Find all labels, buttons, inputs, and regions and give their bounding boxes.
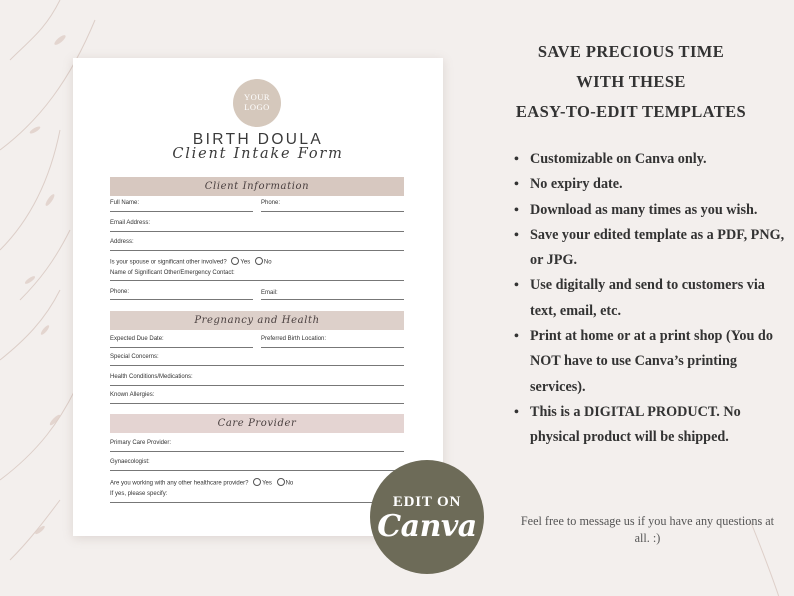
feature-item — [514, 172, 789, 197]
logo-placeholder — [233, 79, 281, 127]
special-concerns-label: Special Concerns: — [110, 354, 159, 360]
due-date-line[interactable] — [110, 347, 253, 348]
spouse-no-label: No — [263, 259, 272, 266]
logo-text-line2: LOGO — [244, 102, 270, 112]
other-provider-yes-radio[interactable] — [253, 478, 261, 486]
feature-item — [514, 400, 789, 451]
contact-phone-line[interactable] — [110, 299, 253, 300]
full-name-line[interactable] — [110, 211, 253, 212]
spouse-question-label: Is your spouse or significant other involved? — [110, 259, 227, 266]
allergies-line[interactable] — [110, 403, 404, 404]
primary-care-line[interactable] — [110, 451, 404, 452]
feature-text: Use digitally and send to customers via text, email, etc. — [530, 277, 765, 319]
significant-other-line[interactable] — [110, 280, 404, 281]
phone-line[interactable] — [261, 211, 404, 212]
birth-location-line[interactable] — [261, 347, 404, 348]
section-heading-care-provider: Care Provider — [110, 414, 404, 433]
due-date-label: Expected Due Date: — [110, 336, 164, 342]
bullet-icon: • — [514, 329, 519, 345]
bullet-icon: • — [514, 227, 519, 243]
feature-text: Customizable on Canva only. — [530, 151, 707, 167]
phone-label: Phone: — [261, 200, 281, 206]
address-label: Address: — [110, 239, 134, 245]
bullet-icon: • — [514, 177, 519, 193]
contact-note: Feel free to message us if you have any questions at all. :) — [520, 514, 775, 545]
intake-form-sheet — [73, 58, 443, 536]
birth-location-label: Preferred Birth Location: — [261, 336, 327, 342]
contact-email-line[interactable] — [261, 299, 404, 300]
address-line[interactable] — [110, 250, 404, 251]
contact-phone-label: Phone: — [110, 289, 130, 295]
other-provider-no-radio[interactable] — [277, 478, 285, 486]
significant-other-label: Name of Significant Other/Emergency Contact: — [110, 270, 235, 276]
section-heading-client-info: Client Information — [110, 177, 404, 196]
spouse-yes-label: Yes — [240, 259, 251, 266]
feature-text: Save your edited template as a PDF, PNG, or JPG. — [530, 226, 785, 269]
spouse-yes-radio[interactable] — [231, 257, 239, 265]
section-heading-pregnancy-health: Pregnancy and Health — [110, 311, 404, 330]
form-subtitle: Client Intake Form — [172, 146, 344, 162]
feature-text: No expiry date. — [530, 176, 623, 193]
other-provider-yes-label: Yes — [262, 480, 272, 487]
health-conditions-line[interactable] — [110, 385, 404, 386]
bullet-icon: • — [514, 278, 519, 294]
gynaecologist-label: Gynaecologist: — [110, 459, 150, 465]
gynaecologist-line[interactable] — [110, 470, 404, 471]
feature-text: This is a DIGITAL PRODUCT. No physical product will be shipped. — [530, 403, 741, 446]
other-provider-question-row — [110, 478, 293, 487]
edit-on-canva-badge — [370, 460, 484, 574]
allergies-label: Known Allergies: — [110, 392, 155, 398]
feature-item — [514, 324, 789, 400]
canva-wordmark: Canva — [377, 508, 477, 544]
feature-item — [514, 273, 789, 324]
other-provider-question-label: Are you working with any other healthcare provider? — [110, 480, 249, 487]
health-conditions-label: Health Conditions/Medications: — [110, 374, 193, 380]
form-title: BIRTH DOULA — [192, 131, 324, 148]
headline-line-3: EASY-TO-EDIT TEMPLATES — [515, 102, 747, 121]
if-yes-specify-line[interactable] — [110, 502, 404, 503]
spouse-question-row — [110, 257, 272, 266]
email-address-label: Email Address: — [110, 220, 151, 226]
logo-text-line1: YOUR — [243, 92, 271, 103]
feature-text: Print at home or at a print shop (You do NOT have to use Canva’s printing services). — [530, 328, 773, 395]
bullet-icon: • — [514, 202, 519, 218]
primary-care-label: Primary Care Provider: — [110, 440, 172, 446]
feature-item — [514, 223, 789, 274]
if-yes-specify-label: If yes, please specify: — [110, 491, 168, 497]
headline-line-2: WITH THESE — [576, 72, 686, 91]
special-concerns-line[interactable] — [110, 365, 404, 366]
bullet-icon: • — [514, 404, 519, 420]
email-address-line[interactable] — [110, 231, 404, 232]
feature-item — [514, 147, 789, 172]
other-provider-no-label: No — [285, 480, 294, 487]
spouse-no-radio[interactable] — [255, 257, 263, 265]
badge-top-text: EDIT ON — [392, 493, 462, 510]
contact-email-label: Email: — [261, 290, 278, 296]
feature-text: Download as many times as you wish. — [530, 201, 758, 218]
bullet-icon: • — [514, 152, 519, 167]
feature-item — [514, 198, 789, 223]
feature-list — [514, 147, 789, 451]
headline-line-1: SAVE PRECIOUS TIME — [537, 42, 725, 61]
full-name-label: Full Name: — [110, 200, 140, 206]
